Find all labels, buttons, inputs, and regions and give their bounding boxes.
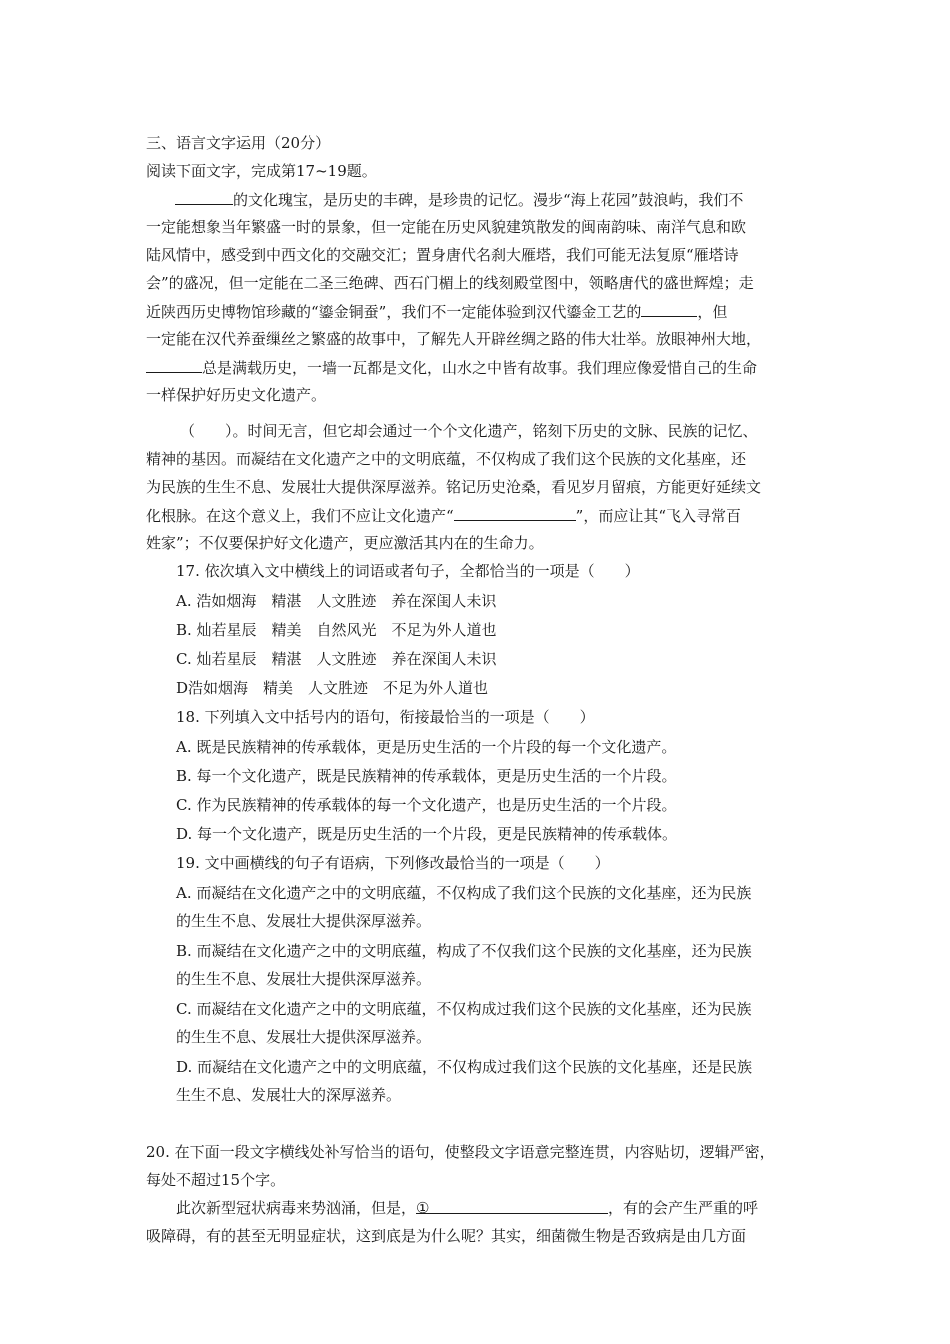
q19-option-d-line-1: D. 而凝结在文化遗产之中的文明底蕴，不仅构成过我们这个民族的文化基座，还是民族	[176, 1058, 753, 1076]
q17-stem: 17. 依次填入文中横线上的词语或者句子，全都恰当的一项是（ ）	[176, 562, 640, 580]
blank-marker-1: ①	[416, 1199, 430, 1217]
q18-option-d: D. 每一个文化遗产，既是历史生活的一个片段，更是民族精神的传承载体。	[176, 825, 678, 843]
q18-stem: 18. 下列填入文中括号内的语句，衔接最恰当的一项是（ ）	[176, 708, 595, 726]
passage-p2-line-2: 精神的基因。而凝结在文化遗产之中的文明底蕴，不仅构成了我们这个民族的文化基座，还	[146, 450, 747, 468]
q18-option-a: A. 既是民族精神的传承载体，更是历史生活的一个片段的每一个文化遗产。	[176, 738, 677, 756]
passage-p1-line-3: 陆风情中，感受到中西文化的交融交汇；置身唐代名刹大雁塔，我们可能无法复原“雁塔诗	[146, 246, 739, 264]
passage-p1-line-6: 一定能在汉代养蚕缫丝之繁盛的故事中，了解先人开辟丝绸之路的伟大壮举。放眼神州大地，	[146, 330, 762, 348]
q19-option-d-line-2: 生生不息、发展壮大的深厚滋养。	[176, 1086, 402, 1104]
passage-p1-line-1: 的文化瑰宝，是历史的丰碑，是珍贵的记忆。漫步“海上花园”鼓浪屿，我们不	[175, 189, 743, 210]
fill-blank-3	[146, 357, 202, 373]
passage-p1-line-4: 会”的盛况，但一定能在二圣三绝碑、西石门楣上的线刻殿堂图中，领略唐代的盛世辉煌；走	[146, 274, 754, 292]
passage-p1-line-5: 近陕西历史博物馆珍藏的“鎏金铜蚕”，我们不一定能体验到汉代鎏金工艺的 ，但	[146, 303, 728, 321]
passage-p1-line-8: 一样保护好历史文化遗产。	[146, 386, 327, 404]
fill-blank-2	[641, 301, 697, 317]
passage-p2-line-5: 姓家”；不仅要保护好文化遗产，更应激活其内在的生命力。	[146, 534, 544, 552]
q17-option-c: C. 灿若星辰 精湛 人文胜迹 养在深闺人未识	[176, 650, 497, 668]
q18-option-c: C. 作为民族精神的传承载体的每一个文化遗产，也是历史生活的一个片段。	[176, 796, 677, 814]
q19-option-a-line-1: A. 而凝结在文化遗产之中的文明底蕴，不仅构成了我们这个民族的文化基座，还为民族	[176, 884, 752, 902]
q18-option-b: B. 每一个文化遗产，既是民族精神的传承载体，更是历史生活的一个片段。	[176, 767, 677, 785]
q19-option-a-line-2: 的生生不息、发展壮大提供深厚滋养。	[176, 912, 432, 930]
q17-option-d: D浩如烟海 精美 人文胜迹 不足为外人道也	[176, 679, 489, 697]
q20-passage-line-2: 吸障碍，有的甚至无明显症状，这到底是为什么呢？其实，细菌微生物是否致病是由几方面	[146, 1227, 747, 1245]
passage-p1-line-7: 总是满载历史，一墙一瓦都是文化，山水之中皆有故事。我们理应像爱惜自己的生命	[146, 357, 757, 378]
fill-blank-1	[175, 189, 233, 205]
q20-stem-line-1: 20. 在下面一段文字横线处补写恰当的语句，使整段文字语意完整连贯，内容贴切，逻辑严密，	[146, 1143, 775, 1161]
passage-p2-line-1: （ ）。时间无言，但它却会通过一个个文化遗产，铭刻下历史的文脉、民族的记忆、	[180, 422, 758, 440]
passage-p1-line-2: 一定能想象当年繁盛一时的景象，但一定能在历史风貌建筑散发的闽南韵味、南洋气息和欧	[146, 218, 747, 236]
q19-option-c-line-2: 的生生不息、发展壮大提供深厚滋养。	[176, 1028, 432, 1046]
section-title: 三、语言文字运用（20分）	[146, 134, 331, 152]
section-instruction: 阅读下面文字，完成第17~19题。	[146, 162, 377, 180]
q19-option-b-line-2: 的生生不息、发展壮大提供深厚滋养。	[176, 970, 432, 988]
fill-blank-4	[454, 505, 576, 521]
passage-p2-line-4: 化根脉。在这个意义上，我们不应让文化遗产“ ”，而应让其“飞入寻常百	[146, 507, 742, 525]
q20-passage-line-1: 此次新型冠状病毒来势汹涌，但是，① ，有的会产生严重的呼	[176, 1199, 759, 1217]
fill-blank-5	[416, 1198, 608, 1217]
q19-option-c-line-1: C. 而凝结在文化遗产之中的文明底蕴，不仅构成过我们这个民族的文化基座，还为民族	[176, 1000, 752, 1018]
q19-stem: 19. 文中画横线的句子有语病，下列修改最恰当的一项是（ ）	[176, 854, 610, 872]
q19-option-b-line-1: B. 而凝结在文化遗产之中的文明底蕴，构成了不仅我们这个民族的文化基座，还为民族	[176, 942, 752, 960]
passage-p2-line-3: 为民族的生生不息、发展壮大提供深厚滋养。铭记历史沧桑，看见岁月留痕，方能更好延续文	[146, 478, 762, 496]
q20-stem-line-2: 每处不超过15个字。	[146, 1171, 286, 1189]
q17-option-a: A. 浩如烟海 精湛 人文胜迹 养在深闺人未识	[176, 592, 497, 610]
q17-option-b: B. 灿若星辰 精美 自然风光 不足为外人道也	[176, 621, 497, 639]
